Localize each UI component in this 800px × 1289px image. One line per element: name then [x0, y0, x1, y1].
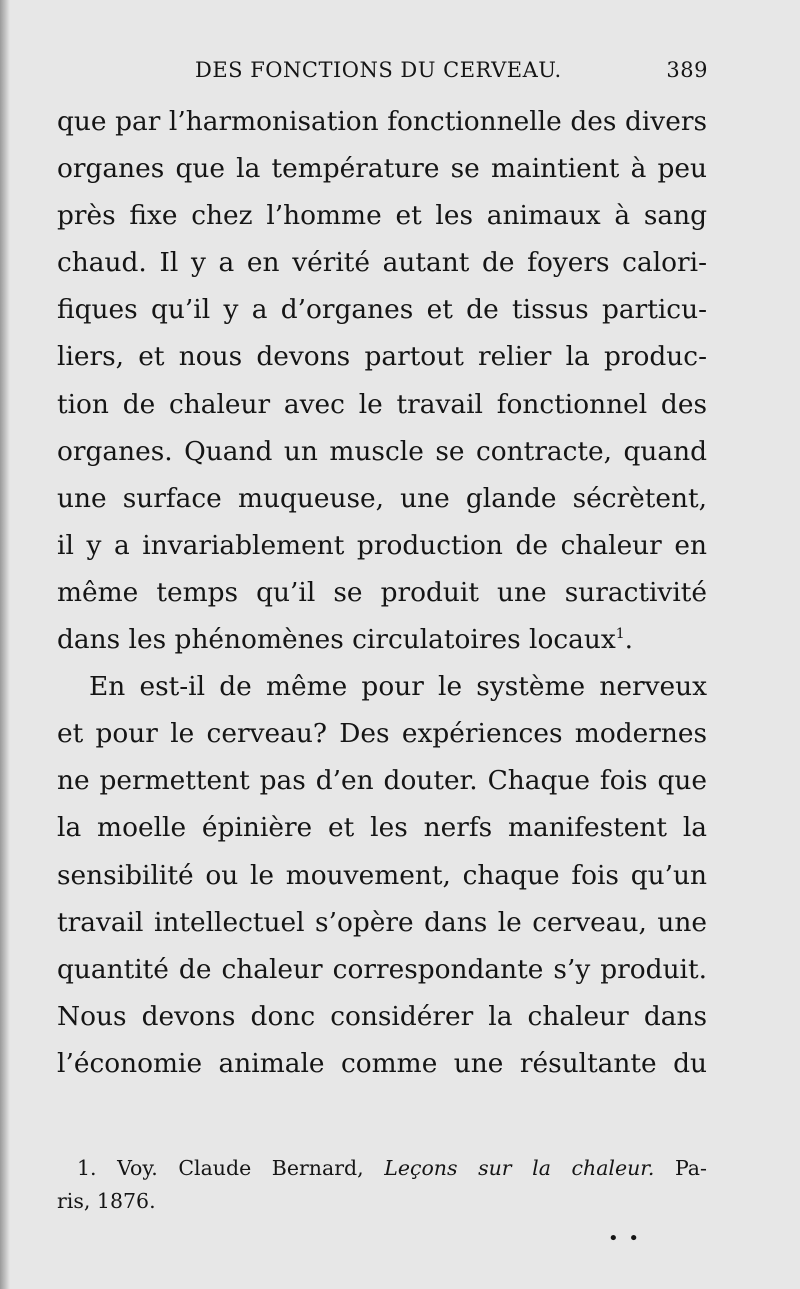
footnote-text: Pa- [674, 1156, 707, 1180]
text-line: ne permettent pas d’en douter. Chaque fois que [57, 765, 707, 797]
paragraph-2 [57, 663, 707, 1087]
paragraph-1 [57, 98, 707, 663]
footnote-number: 1. [77, 1156, 97, 1180]
text-line-end: . [624, 624, 634, 656]
text-line: tion de chaleur avec le travail fonctionnel des [57, 388, 707, 420]
text-line: que par l’harmonisation fonctionnelle des divers [57, 106, 707, 137]
text-line: sensibilité ou le mouvement, chaque fois qu’un [57, 859, 707, 891]
text-line: Nous devons donc considérer la chaleur dans [57, 1000, 707, 1032]
footnote-line: ris, 1876. [57, 1189, 156, 1213]
footnote-line [57, 1152, 707, 1185]
text-line: une surface muqueuse, une glande sécrètent, [57, 482, 707, 514]
text-line: la moelle épinière et les nerfs manifestent la [57, 812, 707, 844]
text-line: fiques qu’il y a d’organes et de tissus particu- [57, 294, 707, 326]
footnote-text: Voy. Claude Bernard, [117, 1156, 364, 1180]
text-line: chaud. Il y a en vérité autant de foyers calori- [57, 247, 707, 279]
footnote-book-title: Leçons sur la chaleur. [384, 1156, 655, 1180]
text-line: organes. Quand un muscle se contracte, quand [57, 435, 707, 467]
page-number: 389 [666, 58, 708, 82]
footnote [57, 1152, 707, 1218]
text-line: travail intellectuel s’opère dans le cerveau, une [57, 906, 707, 938]
text-line-content: dans les phénomènes circulatoires locaux [57, 624, 616, 656]
text-line: organes que la température se maintient à peu [57, 153, 707, 185]
page-gutter-shadow [0, 0, 10, 1289]
body-text [57, 98, 707, 1087]
signature-mark: • • [608, 1228, 641, 1249]
footnote-reference: 1 [615, 626, 625, 643]
text-line: même temps qu’il se produit une suractivité [57, 576, 707, 608]
text-line: il y a invariablement production de chaleur en [57, 529, 707, 561]
text-line: quantité de chaleur correspondante s’y produit. [57, 953, 707, 985]
text-line: près fixe chez l’homme et les animaux à sang [57, 200, 707, 232]
text-line: et pour le cerveau? Des expériences modernes [57, 718, 707, 750]
text-line [57, 616, 707, 663]
text-line: En est-il de même pour le système nerveux [89, 671, 707, 703]
text-line: liers, et nous devons partout relier la produc- [57, 341, 707, 373]
running-title: DES FONCTIONS DU CERVEAU. [195, 58, 562, 82]
text-line: l’économie animale comme une résultante du [57, 1047, 707, 1079]
